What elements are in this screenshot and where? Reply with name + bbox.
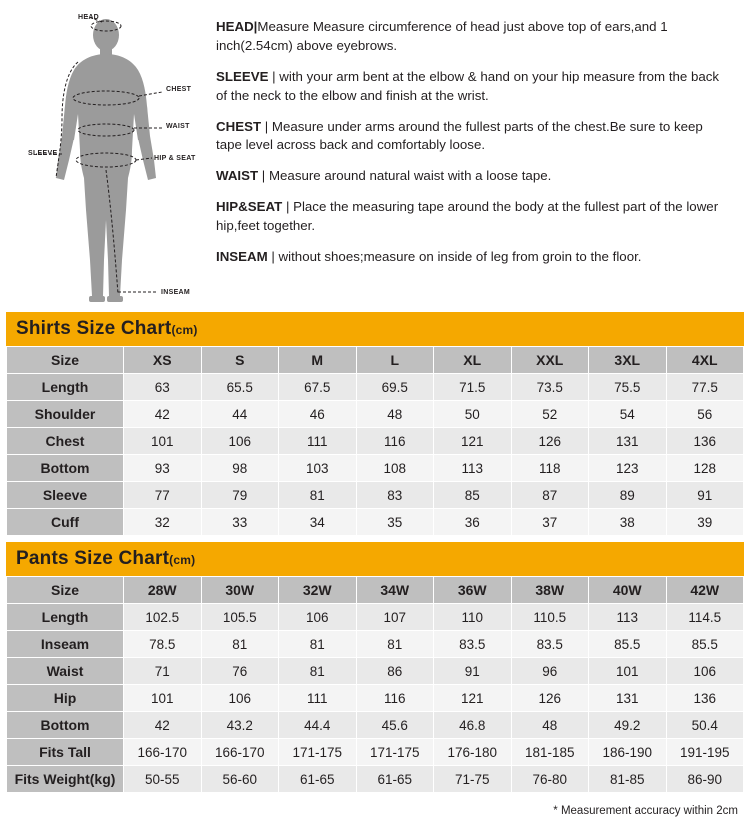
- shirts-cell: 32: [124, 509, 202, 536]
- instruction-hip-seat: [216, 198, 732, 236]
- shirts-cell: 116: [356, 428, 434, 455]
- shirts-cell: 81: [279, 482, 357, 509]
- pants-cell: 116: [356, 685, 434, 712]
- table-row: [7, 658, 744, 685]
- instructions-list: [206, 10, 744, 312]
- instruction-sleeve: [216, 68, 732, 106]
- pants-header-size: Size: [7, 577, 124, 604]
- shirts-cell: 113: [434, 455, 512, 482]
- shirts-header-size: Size: [7, 347, 124, 374]
- shirts-row-label-sleeve: Sleeve: [7, 482, 124, 509]
- shirts-cell: 91: [666, 482, 744, 509]
- shirts-cell: 54: [589, 401, 667, 428]
- shirts-cell: 56: [666, 401, 744, 428]
- instruction-text-sleeve: | with your arm bent at the elbow & hand on your hip measure from the back of the neck to the elbow and finish at the wrist.: [216, 68, 720, 103]
- pants-header-32w: 32W: [279, 577, 357, 604]
- shirts-cell: 87: [511, 482, 589, 509]
- pants-row-label-fits-weight: Fits Weight(kg): [7, 766, 124, 793]
- shirts-cell: 69.5: [356, 374, 434, 401]
- shirts-cell: 75.5: [589, 374, 667, 401]
- table-row: [7, 712, 744, 739]
- shirts-cell: 50: [434, 401, 512, 428]
- pants-cell: 81: [356, 631, 434, 658]
- pants-row-label-hip: Hip: [7, 685, 124, 712]
- table-row: [7, 631, 744, 658]
- shirts-cell: 98: [201, 455, 279, 482]
- pants-cell: 86-90: [666, 766, 744, 793]
- pants-cell: 50-55: [124, 766, 202, 793]
- pants-cell: 86: [356, 658, 434, 685]
- instruction-head: [216, 18, 732, 56]
- instruction-text-hip-seat: | Place the measuring tape around the body at the fullest part of the lower hip,feet together.: [216, 199, 719, 233]
- shirts-cell: 77.5: [666, 374, 744, 401]
- pants-cell: 110: [434, 604, 512, 631]
- pants-cell: 43.2: [201, 712, 279, 739]
- pants-row-label-bottom: Bottom: [7, 712, 124, 739]
- table-row: [7, 509, 744, 536]
- shirts-cell: 63: [124, 374, 202, 401]
- shirts-cell: 36: [434, 509, 512, 536]
- shirts-header-m: M: [279, 347, 357, 374]
- table-row: [7, 604, 744, 631]
- pants-cell: 136: [666, 685, 744, 712]
- pants-cell: 76-80: [511, 766, 589, 793]
- pants-chart-title-text: Pants Size Chart: [16, 548, 170, 569]
- instruction-text-inseam: | without shoes;measure on inside of leg from groin to the floor.: [267, 248, 642, 264]
- figure-label-waist: WAIST: [166, 123, 190, 130]
- pants-cell: 171-175: [279, 739, 357, 766]
- pants-header-40w: 40W: [589, 577, 667, 604]
- shirts-cell: 65.5: [201, 374, 279, 401]
- shirts-cell: 42: [124, 401, 202, 428]
- shirts-row-label-chest: Chest: [7, 428, 124, 455]
- pants-cell: 81: [279, 658, 357, 685]
- pants-cell: 107: [356, 604, 434, 631]
- shirts-table: [6, 346, 744, 536]
- shirts-cell: 106: [201, 428, 279, 455]
- table-row: [7, 455, 744, 482]
- figure-label-sleeve: SLEEVE: [28, 150, 58, 157]
- shirts-cell: 128: [666, 455, 744, 482]
- pants-cell: 85.5: [666, 631, 744, 658]
- shirts-cell: 33: [201, 509, 279, 536]
- shirts-header-xxl: XXL: [511, 347, 589, 374]
- pants-chart-title: [6, 542, 744, 576]
- pants-cell: 46.8: [434, 712, 512, 739]
- pants-cell: 106: [201, 685, 279, 712]
- pants-cell: 106: [279, 604, 357, 631]
- shirts-header-l: L: [356, 347, 434, 374]
- shirts-cell: 85: [434, 482, 512, 509]
- shirts-cell: 38: [589, 509, 667, 536]
- instruction-inseam: [216, 248, 732, 267]
- shirts-cell: 103: [279, 455, 357, 482]
- shirts-cell: 111: [279, 428, 357, 455]
- pants-cell: 171-175: [356, 739, 434, 766]
- pants-cell: 61-65: [279, 766, 357, 793]
- shirts-cell: 79: [201, 482, 279, 509]
- shirts-header-s: S: [201, 347, 279, 374]
- body-figure: [6, 10, 206, 312]
- pants-cell: 121: [434, 685, 512, 712]
- shirts-row-label-bottom: Bottom: [7, 455, 124, 482]
- pants-cell: 101: [124, 685, 202, 712]
- pants-header-34w: 34W: [356, 577, 434, 604]
- figure-label-head: HEAD: [78, 14, 100, 21]
- instruction-waist: [216, 167, 732, 186]
- pants-cell: 131: [589, 685, 667, 712]
- pants-cell: 186-190: [589, 739, 667, 766]
- table-row: [7, 739, 744, 766]
- pants-cell: 106: [666, 658, 744, 685]
- pants-cell: 81: [201, 631, 279, 658]
- figure-label-inseam: INSEAM: [161, 289, 191, 296]
- shirts-cell: 73.5: [511, 374, 589, 401]
- instruction-text-waist: | Measure around natural waist with a loose tape.: [258, 168, 552, 184]
- table-row: [7, 374, 744, 401]
- shirts-cell: 131: [589, 428, 667, 455]
- instruction-term-head: HEAD|: [216, 19, 258, 34]
- pants-cell: 76: [201, 658, 279, 685]
- pants-cell: 96: [511, 658, 589, 685]
- shirts-cell: 123: [589, 455, 667, 482]
- shirts-cell: 126: [511, 428, 589, 455]
- shirts-cell: 35: [356, 509, 434, 536]
- pants-cell: 45.6: [356, 712, 434, 739]
- pants-cell: 91: [434, 658, 512, 685]
- shirts-row-label-shoulder: Shoulder: [7, 401, 124, 428]
- shirts-cell: 37: [511, 509, 589, 536]
- pants-row-label-waist: Waist: [7, 658, 124, 685]
- table-row: [7, 428, 744, 455]
- pants-row-label-length: Length: [7, 604, 124, 631]
- instruction-term-chest: CHEST: [216, 118, 262, 134]
- pants-cell: 61-65: [356, 766, 434, 793]
- pants-cell: 114.5: [666, 604, 744, 631]
- pants-cell: 166-170: [201, 739, 279, 766]
- pants-header-30w: 30W: [201, 577, 279, 604]
- shirts-cell: 46: [279, 401, 357, 428]
- pants-cell: 42: [124, 712, 202, 739]
- measurement-footnote: * Measurement accuracy within 2cm: [553, 805, 738, 817]
- shirts-cell: 83: [356, 482, 434, 509]
- pants-cell: 56-60: [201, 766, 279, 793]
- pants-size-chart: [6, 542, 744, 793]
- body-silhouette: [56, 19, 156, 302]
- pants-header-28w: 28W: [124, 577, 202, 604]
- instruction-term-hip-seat: HIP&SEAT: [216, 199, 283, 215]
- table-header-row: [7, 577, 744, 604]
- pants-row-label-inseam: Inseam: [7, 631, 124, 658]
- pants-cell: 110.5: [511, 604, 589, 631]
- pants-table: [6, 576, 744, 793]
- pants-cell: 126: [511, 685, 589, 712]
- instruction-term-sleeve: SLEEVE: [216, 68, 269, 84]
- pants-cell: 85.5: [589, 631, 667, 658]
- instruction-text-chest: | Measure under arms around the fullest parts of the chest.Be sure to keep tape level across back and comfortably loose.: [216, 118, 703, 153]
- instruction-term-inseam: INSEAM: [216, 248, 268, 264]
- pants-cell: 176-180: [434, 739, 512, 766]
- shirts-row-label-length: Length: [7, 374, 124, 401]
- shirts-cell: 67.5: [279, 374, 357, 401]
- shirts-cell: 89: [589, 482, 667, 509]
- pants-cell: 113: [589, 604, 667, 631]
- table-row: [7, 401, 744, 428]
- pants-cell: 71-75: [434, 766, 512, 793]
- shirts-cell: 118: [511, 455, 589, 482]
- measurement-guide-section: [0, 0, 750, 312]
- shirts-cell: 136: [666, 428, 744, 455]
- pants-cell: 83.5: [511, 631, 589, 658]
- pants-cell: 48: [511, 712, 589, 739]
- shirts-cell: 44: [201, 401, 279, 428]
- pants-cell: 166-170: [124, 739, 202, 766]
- shirts-cell: 48: [356, 401, 434, 428]
- pants-cell: 105.5: [201, 604, 279, 631]
- pants-cell: 111: [279, 685, 357, 712]
- pants-header-42w: 42W: [666, 577, 744, 604]
- shirts-header-xl: XL: [434, 347, 512, 374]
- pants-cell: 101: [589, 658, 667, 685]
- shirts-cell: 121: [434, 428, 512, 455]
- shirts-header-xs: XS: [124, 347, 202, 374]
- pants-chart-unit: (cm): [169, 553, 196, 567]
- shirts-row-label-cuff: Cuff: [7, 509, 124, 536]
- table-row: [7, 482, 744, 509]
- shirts-cell: 108: [356, 455, 434, 482]
- shirts-size-chart: [6, 312, 744, 536]
- pants-cell: 83.5: [434, 631, 512, 658]
- figure-label-hip-seat: HIP & SEAT: [154, 155, 196, 162]
- pants-cell: 102.5: [124, 604, 202, 631]
- instruction-term-waist: WAIST: [216, 168, 259, 184]
- pants-header-38w: 38W: [511, 577, 589, 604]
- pants-cell: 81: [279, 631, 357, 658]
- shirts-cell: 93: [124, 455, 202, 482]
- instruction-chest: [216, 118, 732, 156]
- pants-cell: 71: [124, 658, 202, 685]
- shirts-chart-title: [6, 312, 744, 346]
- shirts-cell: 71.5: [434, 374, 512, 401]
- pants-cell: 49.2: [589, 712, 667, 739]
- shirts-cell: 34: [279, 509, 357, 536]
- table-row: [7, 766, 744, 793]
- pants-cell: 191-195: [666, 739, 744, 766]
- shirts-cell: 39: [666, 509, 744, 536]
- instruction-text-head: Measure Measure circumference of head just above top of ears,and 1 inch(2.54cm) above eyebrows.: [216, 19, 668, 53]
- pants-cell: 50.4: [666, 712, 744, 739]
- pants-header-36w: 36W: [434, 577, 512, 604]
- table-header-row: [7, 347, 744, 374]
- shirts-cell: 77: [124, 482, 202, 509]
- pants-cell: 181-185: [511, 739, 589, 766]
- pants-row-label-fits-tall: Fits Tall: [7, 739, 124, 766]
- pants-cell: 78.5: [124, 631, 202, 658]
- pants-cell: 81-85: [589, 766, 667, 793]
- shirts-cell: 52: [511, 401, 589, 428]
- shirts-chart-title-text: Shirts Size Chart: [16, 318, 172, 339]
- shirts-chart-unit: (cm): [171, 323, 198, 337]
- pants-cell: 44.4: [279, 712, 357, 739]
- shirts-header-4xl: 4XL: [666, 347, 744, 374]
- shirts-cell: 101: [124, 428, 202, 455]
- figure-label-chest: CHEST: [166, 86, 192, 93]
- shirts-header-3xl: 3XL: [589, 347, 667, 374]
- table-row: [7, 685, 744, 712]
